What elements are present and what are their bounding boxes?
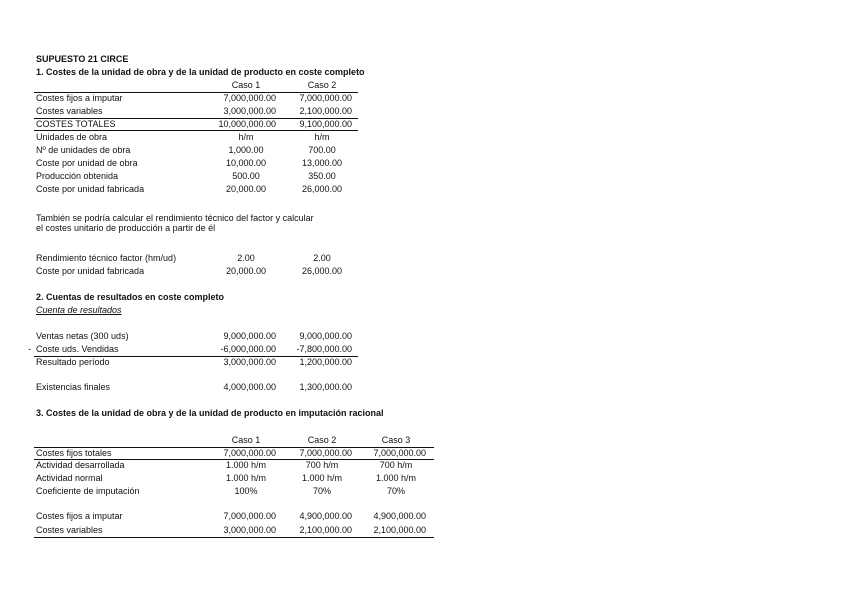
- s2-row-value-caso-1: -6,000,000.00: [220, 344, 276, 354]
- s1-row-value-caso-2: 9,100,000.00: [299, 119, 352, 129]
- s2-row-value-caso-1: 3,000,000.00: [223, 357, 276, 367]
- s3-row-value-caso-2: 4,900,000.00: [299, 511, 352, 521]
- s1-row-value-caso-1: 20,000.00: [225, 184, 267, 194]
- s1-row-label: Costes variables: [36, 106, 103, 116]
- s3-row-value-caso-3: 7,000,000.00: [373, 448, 426, 458]
- s1-extra-value-caso-2: 26,000.00: [301, 266, 343, 276]
- s3-row-value-caso-1: 7,000,000.00: [223, 511, 276, 521]
- s3-row-value-caso-3: 700 h/m: [379, 460, 413, 470]
- s2-row-label: Ventas netas (300 uds): [36, 331, 129, 341]
- s3-row-label: Actividad normal: [36, 473, 103, 483]
- s3-row-value-caso-3: 4,900,000.00: [373, 511, 426, 521]
- s3-header-caso-1: Caso 1: [231, 435, 261, 445]
- s1-note-line-2: el costes unitario de producción a partir de él: [36, 223, 216, 233]
- s1-extra-row-label: Rendimiento técnico factor (hm/ud): [36, 253, 177, 263]
- s1-row-label: Coste por unidad de obra: [36, 158, 138, 168]
- s3-header-caso-2: Caso 2: [307, 435, 337, 445]
- s1-row-value-caso-1: 10,000.00: [225, 158, 267, 168]
- s1-row-value-caso-1: 3,000,000.00: [223, 106, 276, 116]
- section-1-heading: 1. Costes de la unidad de obra y de la unidad de producto en coste completo: [36, 67, 365, 77]
- s1-row-value-caso-2: h/m: [314, 132, 330, 142]
- s3-row-value-caso-2: 7,000,000.00: [299, 448, 352, 458]
- s3-row-value-caso-3: 1.000 h/m: [375, 473, 417, 483]
- s3-row-value-caso-1: 7,000,000.00: [223, 448, 276, 458]
- s1-row-label: Costes fijos a imputar: [36, 93, 123, 103]
- section-2-heading: 2. Cuentas de resultados en coste completo: [36, 292, 225, 302]
- s2-row-value-caso-2: 9,000,000.00: [299, 331, 352, 341]
- s3-row-value-caso-2: 1.000 h/m: [301, 473, 343, 483]
- s3-row-label: Coeficiente de imputación: [36, 486, 140, 496]
- s2-row-label: Coste uds. Vendidas: [36, 344, 119, 354]
- s2-row-value-caso-2: 1,300,000.00: [299, 382, 352, 392]
- s1-row-value-caso-2: 700.00: [308, 145, 336, 155]
- s1-row-value-caso-1: 7,000,000.00: [223, 93, 276, 103]
- s1-row-value-caso-2: 7,000,000.00: [299, 93, 352, 103]
- s2-row-value-caso-1: 4,000,000.00: [223, 382, 276, 392]
- s3-row-value-caso-1: 1.000 h/m: [225, 460, 267, 470]
- s3-row-value-caso-2: 70%: [312, 486, 331, 496]
- s3-bottom-rule: [34, 537, 434, 538]
- s1-row-label: Producción obtenida: [36, 171, 119, 181]
- s1-row-value-caso-2: 26,000.00: [301, 184, 343, 194]
- s3-row-label: Costes fijos totales: [36, 448, 112, 458]
- s1-header-caso-2: Caso 2: [307, 80, 337, 90]
- s3-row-label: Costes variables: [36, 525, 103, 535]
- s1-row-value-caso-1: 10,000,000.00: [218, 119, 276, 129]
- s3-row-value-caso-3: 2,100,000.00: [373, 525, 426, 535]
- s1-row-label: Nº de unidades de obra: [36, 145, 131, 155]
- s1-extra-value-caso-1: 2.00: [237, 253, 255, 263]
- s3-header-caso-3: Caso 3: [381, 435, 411, 445]
- s3-row-value-caso-1: 100%: [234, 486, 258, 496]
- s3-row-value-caso-1: 3,000,000.00: [223, 525, 276, 535]
- s1-row-value-caso-2: 350.00: [308, 171, 336, 181]
- s3-row-value-caso-2: 700 h/m: [305, 460, 339, 470]
- document-title: SUPUESTO 21 CIRCE: [36, 54, 129, 64]
- s3-row-value-caso-2: 2,100,000.00: [299, 525, 352, 535]
- s1-header-caso-1: Caso 1: [231, 80, 261, 90]
- s2-row-value-caso-2: -7,800,000.00: [296, 344, 352, 354]
- s2-row-label: Resultado período: [36, 357, 110, 367]
- s2-row-value-caso-2: 1,200,000.00: [299, 357, 352, 367]
- s1-row-value-caso-1: 1,000.00: [228, 145, 264, 155]
- section-2-subheading: Cuenta de resultados: [36, 305, 122, 315]
- s3-row-value-caso-3: 70%: [386, 486, 405, 496]
- s1-row-label: Unidades de obra: [36, 132, 108, 142]
- s1-row-value-caso-2: 2,100,000.00: [299, 106, 352, 116]
- s1-row-label: COSTES TOTALES: [36, 119, 116, 129]
- s1-extra-value-caso-1: 20,000.00: [225, 266, 267, 276]
- section-3-heading: 3. Costes de la unidad de obra y de la unidad de producto en imputación racional: [36, 408, 384, 418]
- s3-row-label: Costes fijos a imputar: [36, 511, 123, 521]
- s3-row-value-caso-1: 1.000 h/m: [225, 473, 267, 483]
- s2-row-label: Existencias finales: [36, 382, 111, 392]
- s2-row-value-caso-1: 9,000,000.00: [223, 331, 276, 341]
- s2-minus-sign: -: [28, 344, 31, 354]
- s1-note-line-1: También se podría calcular el rendimiento técnico del factor y calcular: [36, 213, 314, 223]
- s1-row-value-caso-1: h/m: [238, 132, 254, 142]
- s1-extra-value-caso-2: 2.00: [313, 253, 331, 263]
- s1-row-label: Coste por unidad fabricada: [36, 184, 145, 194]
- s1-row-value-caso-2: 13,000.00: [301, 158, 343, 168]
- s3-row-label: Actividad desarrollada: [36, 460, 125, 470]
- s1-bottom-rule: [34, 130, 358, 131]
- s1-extra-row-label: Coste por unidad fabricada: [36, 266, 145, 276]
- s1-row-value-caso-1: 500.00: [232, 171, 260, 181]
